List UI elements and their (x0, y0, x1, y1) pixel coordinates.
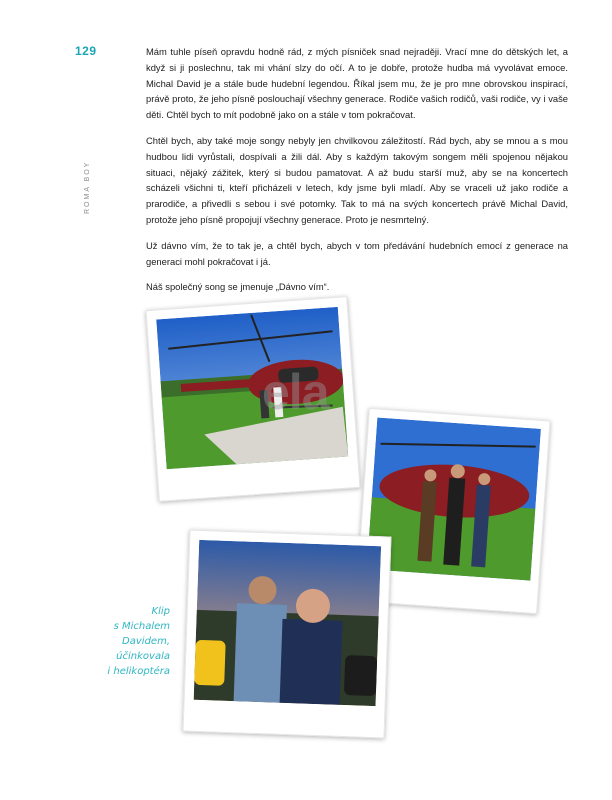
paragraph: Chtěl bych, aby také moje songy nebyly jen chvilkovou záležitostí. Rád bych, aby se mnou a s mou hudbou lidi vyrůstali, dospívali a žili dál. Aby s každým takovým songem měli spojenou nějakou situaci, nějaký zážitek, který si budou pamatovat. A až budu starší muž, aby se na koncertech scházeli všichni ti, kteří přicházeli v letech, kdy jsme byli mladí. Aby se vraceli už jako rodiče a prarodiče, a přivedli s sebou i své potomky. Tak to má na svých koncertech právě Michal David, protože jeho písně propojují všechny generace. Proto je nesmrtelný. (146, 134, 568, 225)
caption-line: účinkovala (116, 651, 170, 662)
group-helicopter-image (367, 417, 541, 580)
caption-line: Klip (151, 606, 170, 617)
paragraph: Náš společný song se jmenuje „Dávno vím“. (146, 281, 330, 293)
two-men-image (194, 540, 381, 706)
photo-two-men (183, 530, 392, 739)
body-text (146, 44, 568, 305)
caption-line: i helikoptéra (107, 666, 170, 677)
page-number: 129 (75, 44, 97, 58)
photo-caption (96, 604, 170, 679)
caption-line: Davidem, (122, 636, 170, 647)
paragraph: Mám tuhle píseň opravdu hodně rád, z mých písniček snad nejraději. Vrací mne do dětských let, a když si ji poslechnu, tak mi vhání slzy do očí. A to je dobře, protože hudba má vyvolávat emoce. Michal David je a stále bude hudební legendou. Říkal jsem mu, že je pro mne obrovskou inspirací, právě proto, že jeho písně poslouchají všechny generace. Rodiče vašich rodičů, vaši rodiče, vy i vaše děti. Chtěl bych to mít podobně jako on a stále v tom pokračovat. (146, 46, 568, 121)
paragraph: Už dávno vím, že to tak je, a chtěl bych, abych v tom předávání hudebních emocí z generace na generaci mohl pokračovat i já. (146, 239, 568, 267)
running-head: ROMA BOY (84, 160, 91, 214)
watermark: ela (262, 364, 329, 420)
caption-line: s Michalem (113, 621, 170, 632)
